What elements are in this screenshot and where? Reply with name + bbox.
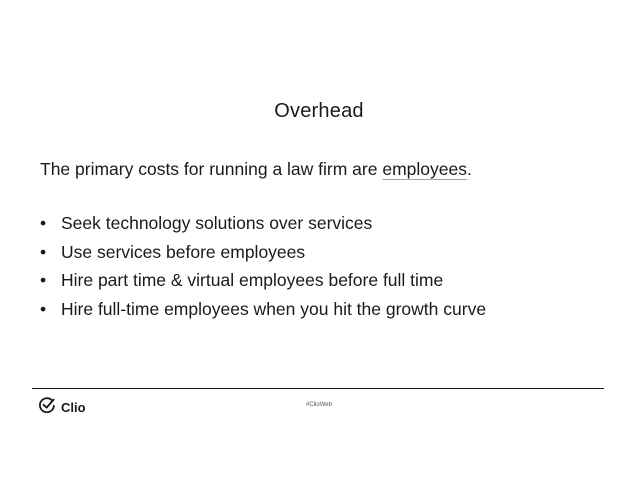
bullet-dot: • bbox=[40, 241, 47, 262]
bullet-item bbox=[40, 212, 486, 241]
logo-wordmark: Clio bbox=[61, 400, 86, 415]
intro-sentence bbox=[40, 159, 472, 180]
slide-title: Overhead bbox=[274, 100, 364, 122]
bullet-text: Seek technology solutions over services bbox=[61, 213, 373, 233]
bullet-item bbox=[40, 241, 486, 270]
bullet-text: Use services before employees bbox=[61, 241, 306, 262]
bullet-list bbox=[40, 212, 486, 326]
intro-period: . bbox=[466, 159, 472, 179]
bullet-dot: • bbox=[40, 270, 47, 290]
bullet-dot: • bbox=[40, 298, 47, 319]
bullet-text: Hire full-time employees when you hit the growth curve bbox=[61, 298, 487, 319]
footer-divider bbox=[32, 388, 604, 389]
bullet-text: Hire part time & virtual employees before full time bbox=[61, 270, 444, 290]
bullet-dot: • bbox=[40, 213, 47, 233]
bullet-item bbox=[40, 298, 486, 327]
footer-hashtag: #ClioWeb bbox=[306, 402, 332, 408]
intro-text: The primary costs for running a law firm are bbox=[40, 159, 383, 179]
bullet-item bbox=[40, 269, 486, 298]
intro-emphasis: employees bbox=[382, 159, 467, 179]
